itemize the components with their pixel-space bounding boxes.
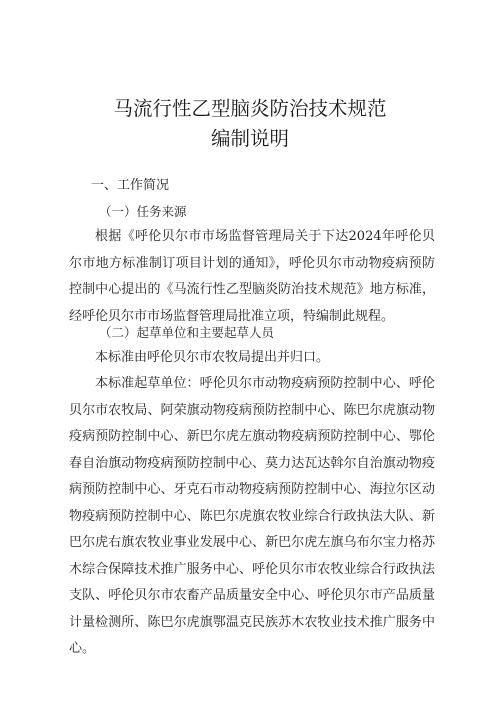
paragraph-drafting-units: 本标准起草单位：呼伦贝尔市动物疫病预防控制中心、呼伦贝尔市农牧局、阿荣旗动物疫病预防控制中心、陈巴尔虎旗动物疫病预防控制中心、新巴尔虎左旗动物疫病预防控制中心、鄂伦春自治旗动物疫病预防控制中心、莫力达瓦达斡尔自治旗动物疫病预防控制中心、牙克石市动物疫病预防控制中心、海拉尔区动物疫病预防控制中心、陈巴尔虎旗农牧业综合行政执法大队、新巴尔虎右旗农牧业事业发展中心、新巴尔虎左旗乌布尔宝力格苏木综合保障技术推广服务中心、呼伦贝尔市农牧业综合行政执法支队、呼伦贝尔市农畜产品质量安全中心、呼伦贝尔市产品质量计量检测所、陈巴尔虎旗鄂温克民族苏木农牧业技术推广服务中心。 <box>69 376 435 656</box>
paragraph-task-source: 根据《呼伦贝尔市市场监督管理局关于下达2024年呼伦贝尔市地方标准制订项目计划的通知》，呼伦贝尔市动物疫病预防控制中心提出的《马流行性乙型脑炎防治技术规范》地方标准，经呼伦贝尔市市场监督管理局批准立项，特编制此规程。 <box>69 229 435 324</box>
subsection-heading-task-source: （一）任务来源 <box>99 204 187 219</box>
document-title: 马流行性乙型脑炎防治技术规范 <box>113 97 387 120</box>
document-subtitle: 编制说明 <box>210 127 289 150</box>
paragraph-proposer: 本标准由呼伦贝尔市农牧局提出并归口。 <box>95 350 330 365</box>
section-heading-work-overview: 一、工作简况 <box>91 178 170 193</box>
subsection-heading-drafting-units: （二）起草单位和主要起草人员 <box>99 325 275 340</box>
